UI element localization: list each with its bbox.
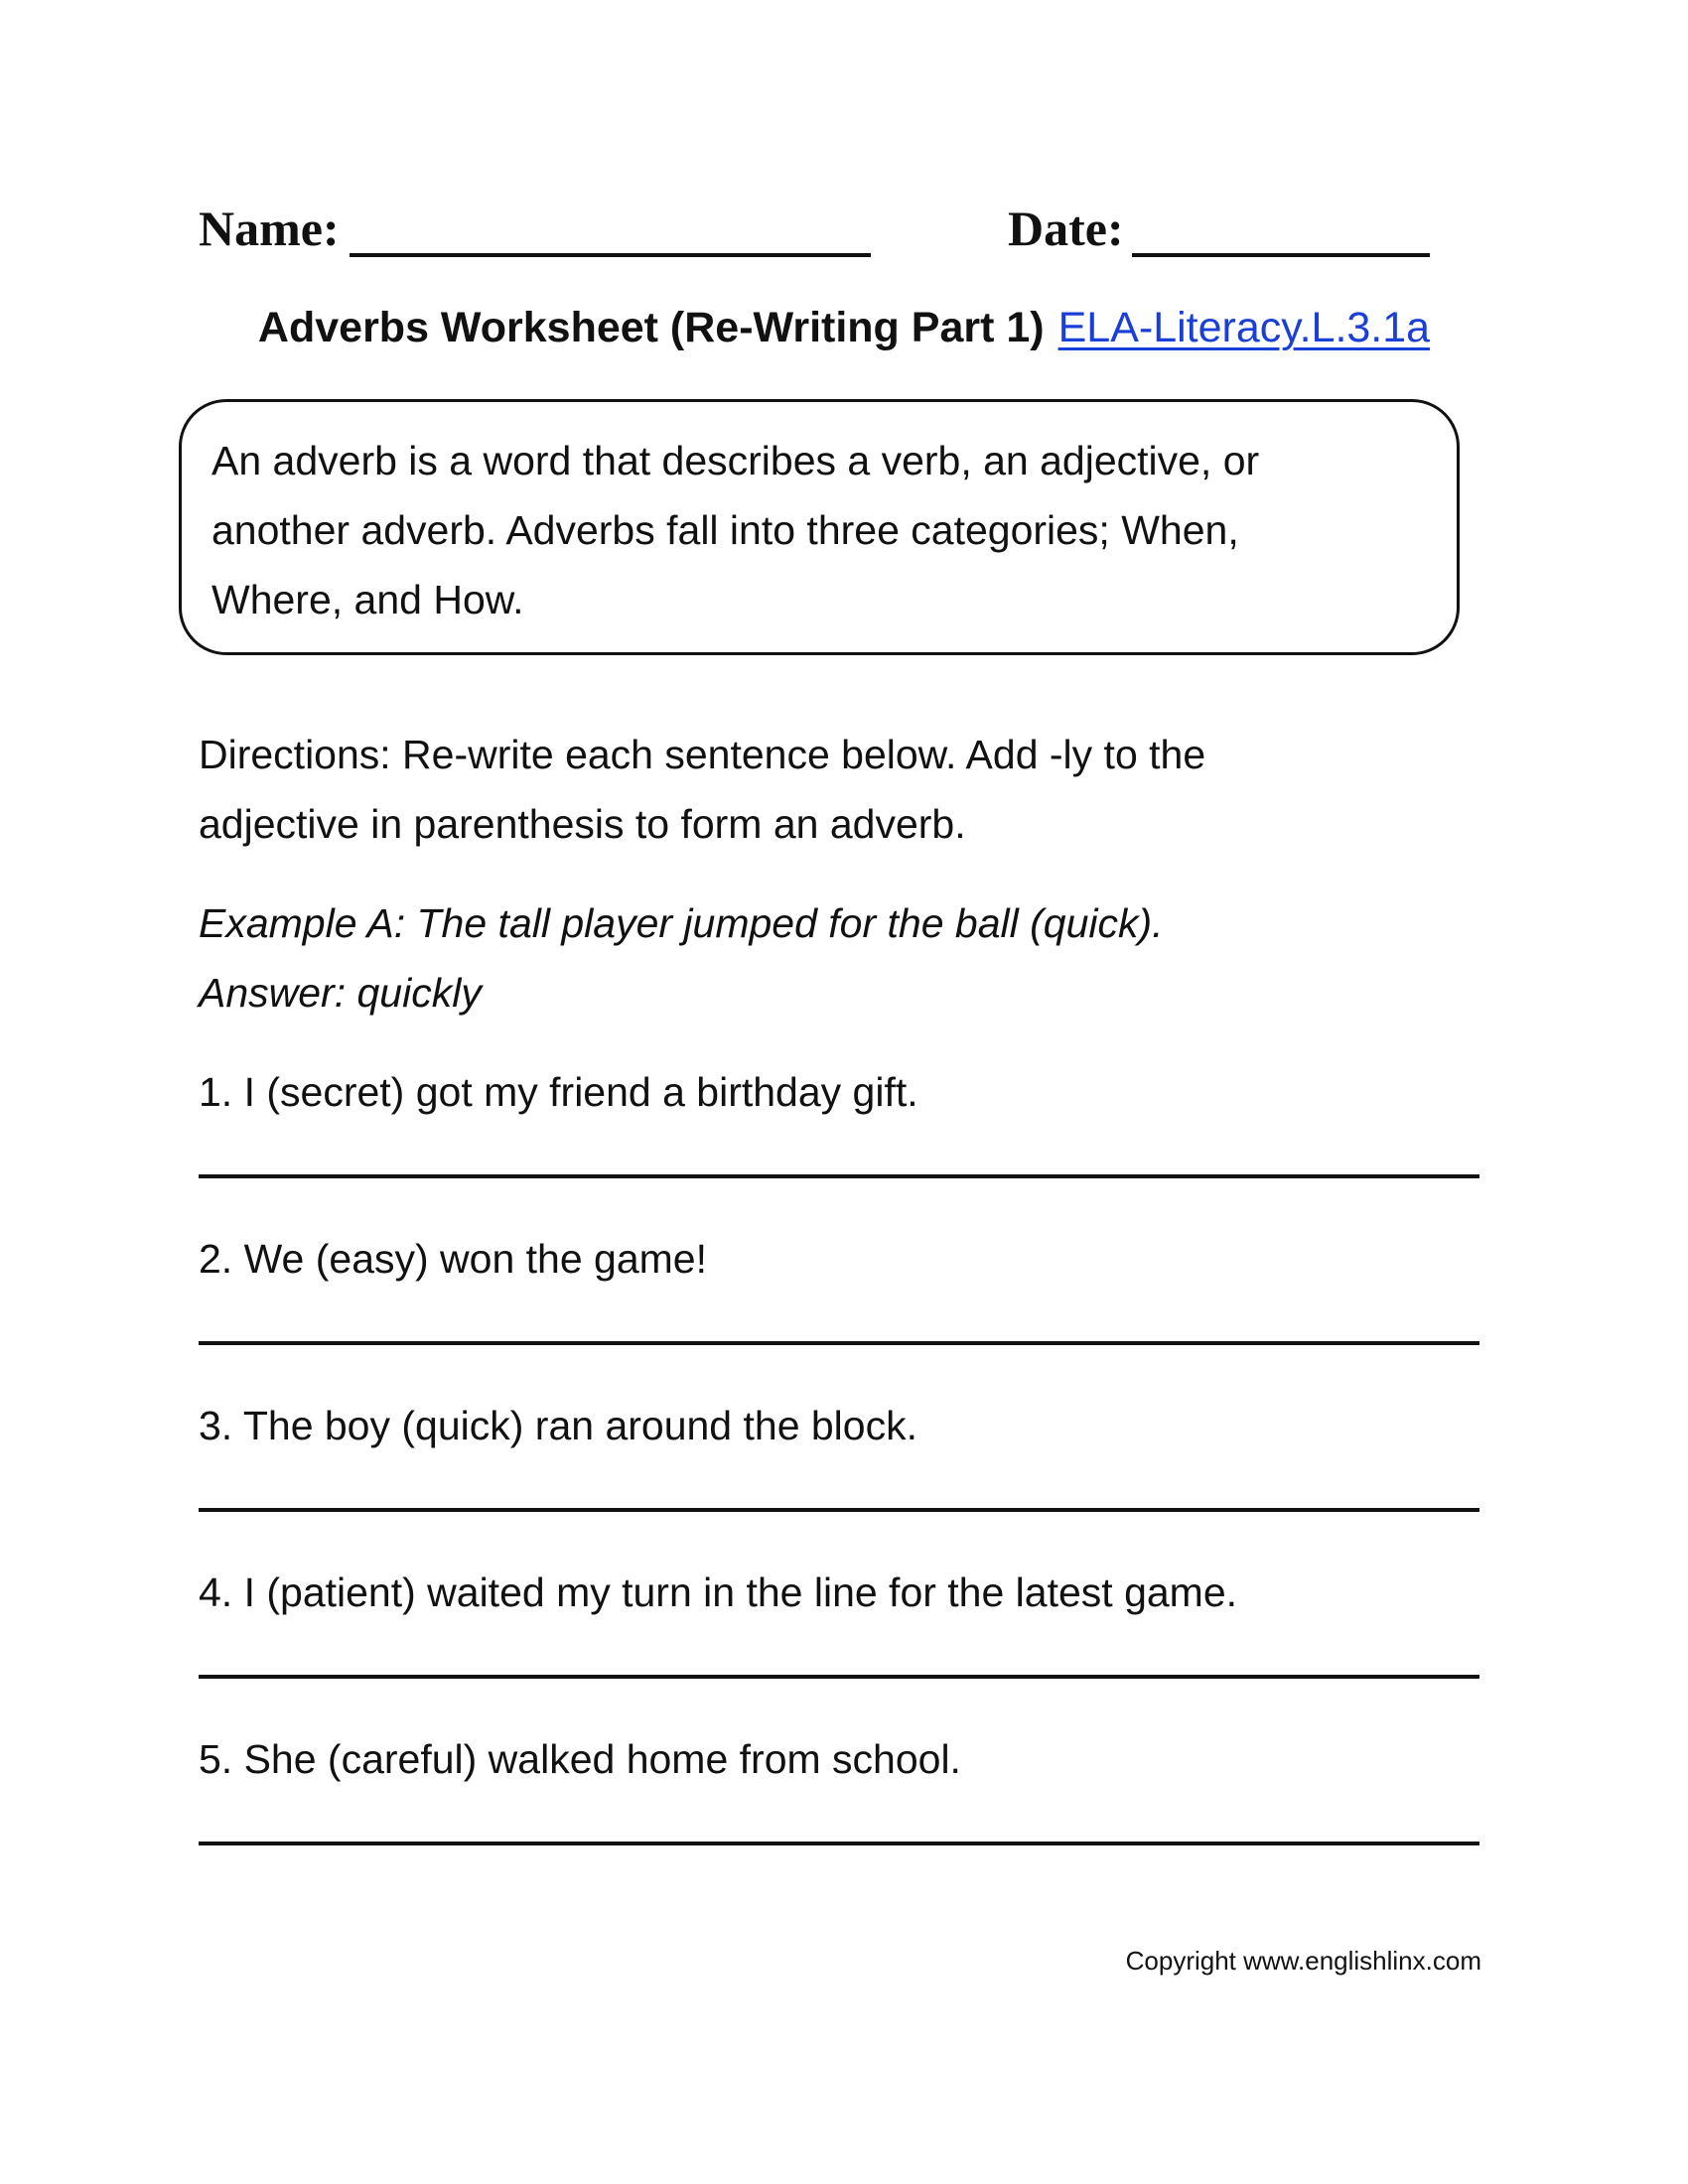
copyright-text: Copyright www.englishlinx.com [1125, 1946, 1481, 1976]
question-text: 2. We (easy) won the game! [199, 1236, 707, 1282]
question-text: 1. I (secret) got my friend a birthday gift. [199, 1069, 918, 1115]
definition-box [179, 399, 1460, 655]
question-item [199, 1391, 1479, 1558]
question-text: 3. The boy (quick) ran around the block. [199, 1403, 917, 1448]
definition-line: another adverb. Adverbs fall into three categories; When, [211, 507, 1239, 553]
question-item [199, 1224, 1479, 1391]
definition-line: An adverb is a word that describes a verb, an adjective, or [211, 438, 1260, 483]
directions-line: adjective in parenthesis to form an adverb. [199, 801, 966, 847]
name-field-line[interactable] [350, 253, 871, 257]
question-list [199, 1057, 1479, 1891]
example-block [199, 888, 1460, 1027]
directions [199, 720, 1460, 859]
header-fields [199, 199, 1440, 268]
directions-line: Directions: Re-write each sentence below. Add -ly to the [199, 732, 1206, 777]
definition-line: Where, and How. [211, 577, 524, 622]
date-field-line[interactable] [1132, 253, 1430, 257]
question-item [199, 1558, 1479, 1724]
answer-line[interactable] [199, 1508, 1479, 1512]
answer-line[interactable] [199, 1675, 1479, 1679]
question-text: 4. I (patient) waited my turn in the line for the latest game. [199, 1570, 1238, 1615]
answer-line[interactable] [199, 1174, 1479, 1178]
worksheet-title-row [0, 298, 1688, 357]
answer-line[interactable] [199, 1842, 1479, 1845]
example-sentence: Example A: The tall player jumped for the ball (quick). [199, 900, 1164, 946]
example-answer: Answer: quickly [199, 970, 482, 1016]
question-item [199, 1724, 1479, 1891]
date-label: Date: [1008, 201, 1124, 256]
worksheet-title: Adverbs Worksheet (Re-Writing Part 1) [257, 304, 1045, 351]
answer-line[interactable] [199, 1341, 1479, 1345]
standard-link[interactable]: ELA-Literacy.L.3.1a [1057, 304, 1431, 351]
question-text: 5. She (careful) walked home from school. [199, 1736, 961, 1782]
question-item [199, 1057, 1479, 1224]
name-label: Name: [199, 201, 340, 256]
